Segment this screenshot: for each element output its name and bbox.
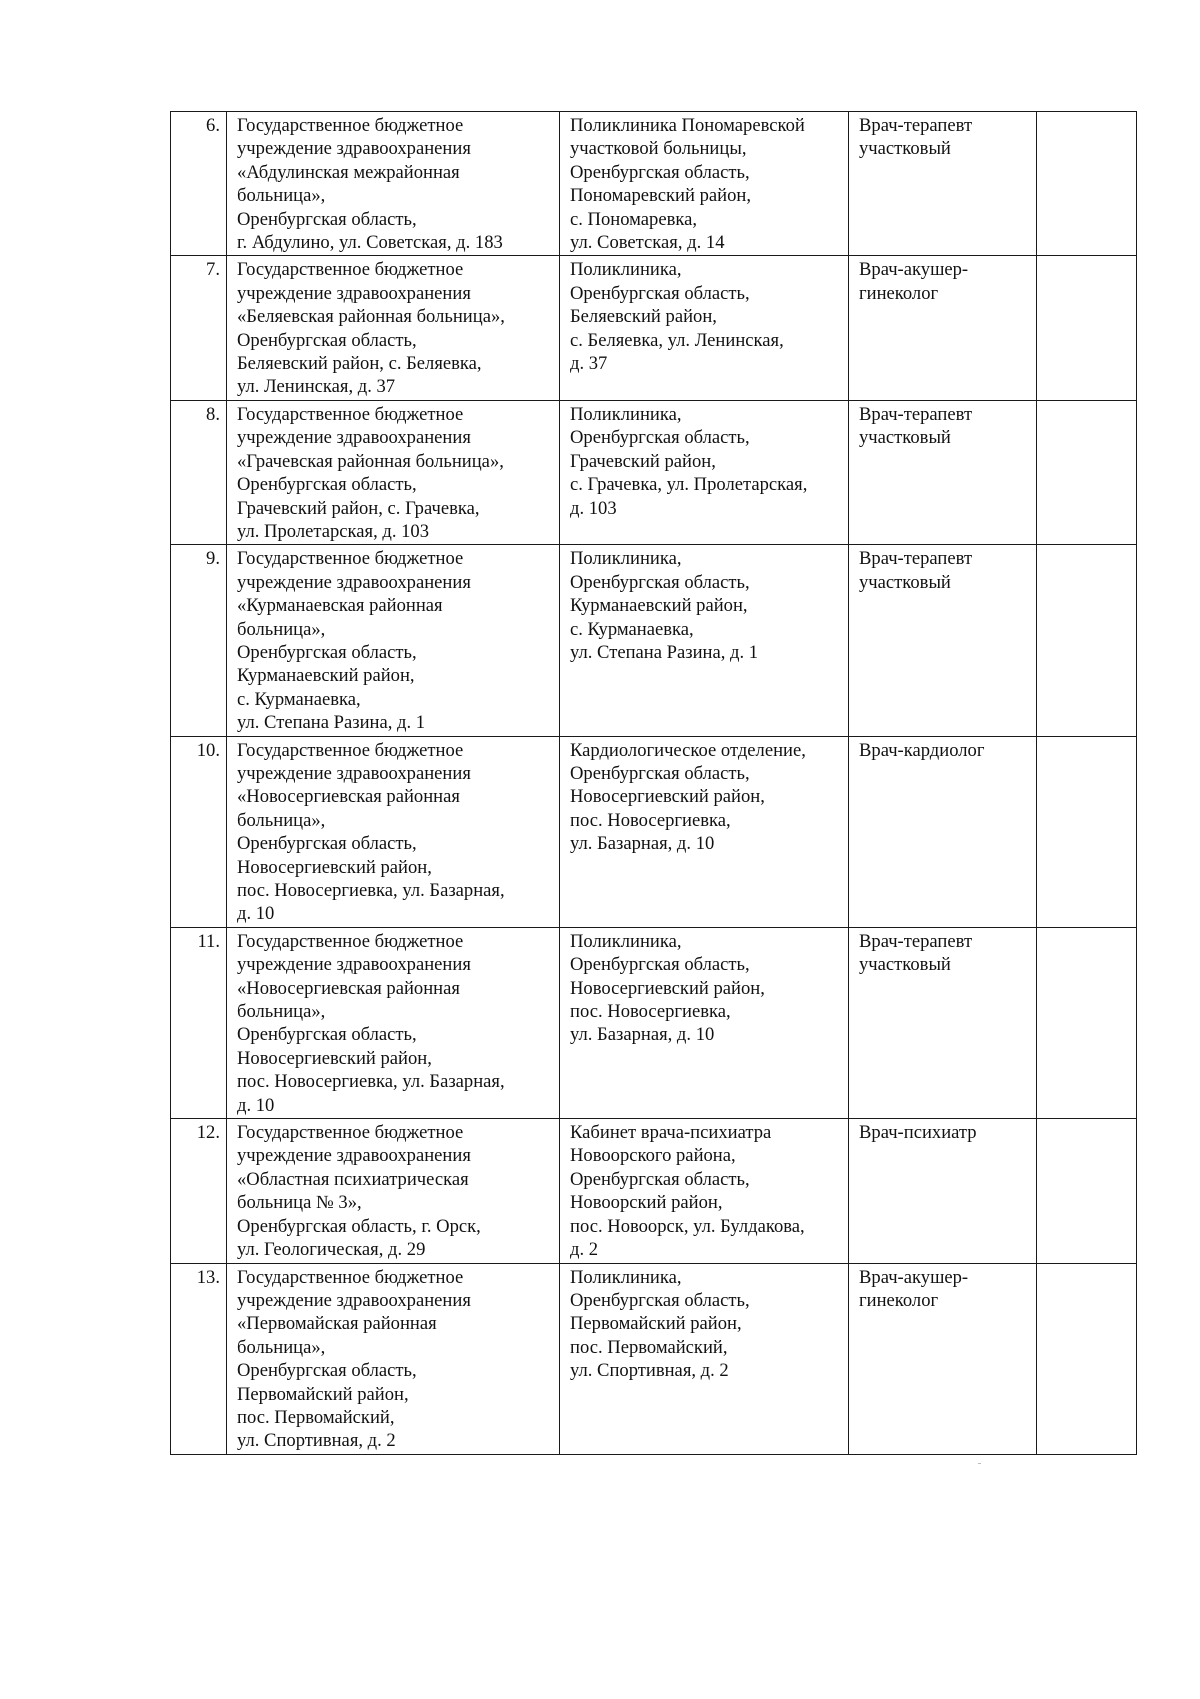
extra-cell [1037, 400, 1137, 544]
table-row [171, 400, 1137, 544]
table-row [171, 736, 1137, 927]
row-number: 10. [171, 736, 227, 927]
unit-cell: Поликлиника, Оренбургская область, Грачевский район, с. Грачевка, ул. Пролетарская, д. 103 [560, 400, 849, 544]
row-number: 8. [171, 400, 227, 544]
extra-cell [1037, 927, 1137, 1118]
scan-speck [978, 1463, 981, 1464]
position-cell: Врач-психиатр [849, 1119, 1037, 1263]
extra-cell [1037, 736, 1137, 927]
vacancy-table-body [171, 112, 1137, 1455]
table-row [171, 256, 1137, 400]
row-number: 13. [171, 1263, 227, 1454]
organization-cell: Государственное бюджетное учреждение здравоохранения «Областная психиатрическая больница № 3», Оренбургская область, г. Орск, ул. Геологическая, д. 29 [227, 1119, 560, 1263]
extra-cell [1037, 256, 1137, 400]
table-row [171, 1119, 1137, 1263]
position-cell: Врач-акушер- гинеколог [849, 256, 1037, 400]
row-number: 9. [171, 545, 227, 736]
organization-cell: Государственное бюджетное учреждение здравоохранения «Грачевская районная больница», Оренбургская область, Грачевский район, с. Грачевка, ул. Пролетарская, д. 103 [227, 400, 560, 544]
table-row [171, 927, 1137, 1118]
table-row [171, 545, 1137, 736]
unit-cell: Поликлиника, Оренбургская область, Курманаевский район, с. Курманаевка, ул. Степана Разина, д. 1 [560, 545, 849, 736]
extra-cell [1037, 1119, 1137, 1263]
position-cell: Врач-терапевт участковый [849, 400, 1037, 544]
unit-cell: Кабинет врача-психиатра Новоорского района, Оренбургская область, Новоорский район, пос. Новоорск, ул. Булдакова, д. 2 [560, 1119, 849, 1263]
organization-cell: Государственное бюджетное учреждение здравоохранения «Курманаевская районная больница», Оренбургская область, Курманаевский район, с. Курманаевка, ул. Степана Разина, д. 1 [227, 545, 560, 736]
organization-cell: Государственное бюджетное учреждение здравоохранения «Новосергиевская районная больница», Оренбургская область, Новосергиевский район, пос. Новосергиевка, ул. Базарная, д. 10 [227, 736, 560, 927]
unit-cell: Поликлиника, Оренбургская область, Беляевский район, с. Беляевка, ул. Ленинская, д. 37 [560, 256, 849, 400]
vacancy-table [170, 111, 1137, 1455]
organization-cell: Государственное бюджетное учреждение здравоохранения «Беляевская районная больница», Оренбургская область, Беляевский район, с. Беляевка, ул. Ленинская, д. 37 [227, 256, 560, 400]
organization-cell: Государственное бюджетное учреждение здравоохранения «Первомайская районная больница», Оренбургская область, Первомайский район, пос. Первомайский, ул. Спортивная, д. 2 [227, 1263, 560, 1454]
position-cell: Врач-кардиолог [849, 736, 1037, 927]
row-number: 12. [171, 1119, 227, 1263]
position-cell: Врач-акушер- гинеколог [849, 1263, 1037, 1454]
row-number: 6. [171, 112, 227, 256]
extra-cell [1037, 545, 1137, 736]
unit-cell: Поликлиника Пономаревской участковой больницы, Оренбургская область, Пономаревский район, с. Пономаревка, ул. Советская, д. 14 [560, 112, 849, 256]
organization-cell: Государственное бюджетное учреждение здравоохранения «Новосергиевская районная больница», Оренбургская область, Новосергиевский район, пос. Новосергиевка, ул. Базарная, д. 10 [227, 927, 560, 1118]
extra-cell [1037, 112, 1137, 256]
unit-cell: Поликлиника, Оренбургская область, Первомайский район, пос. Первомайский, ул. Спортивная, д. 2 [560, 1263, 849, 1454]
position-cell: Врач-терапевт участковый [849, 112, 1037, 256]
table-row [171, 112, 1137, 256]
table-row [171, 1263, 1137, 1454]
position-cell: Врач-терапевт участковый [849, 545, 1037, 736]
extra-cell [1037, 1263, 1137, 1454]
organization-cell: Государственное бюджетное учреждение здравоохранения «Абдулинская межрайонная больница», Оренбургская область, г. Абдулино, ул. Советская, д. 183 [227, 112, 560, 256]
position-cell: Врач-терапевт участковый [849, 927, 1037, 1118]
row-number: 11. [171, 927, 227, 1118]
row-number: 7. [171, 256, 227, 400]
unit-cell: Поликлиника, Оренбургская область, Новосергиевский район, пос. Новосергиевка, ул. Базарная, д. 10 [560, 927, 849, 1118]
unit-cell: Кардиологическое отделение, Оренбургская область, Новосергиевский район, пос. Новосергиевка, ул. Базарная, д. 10 [560, 736, 849, 927]
